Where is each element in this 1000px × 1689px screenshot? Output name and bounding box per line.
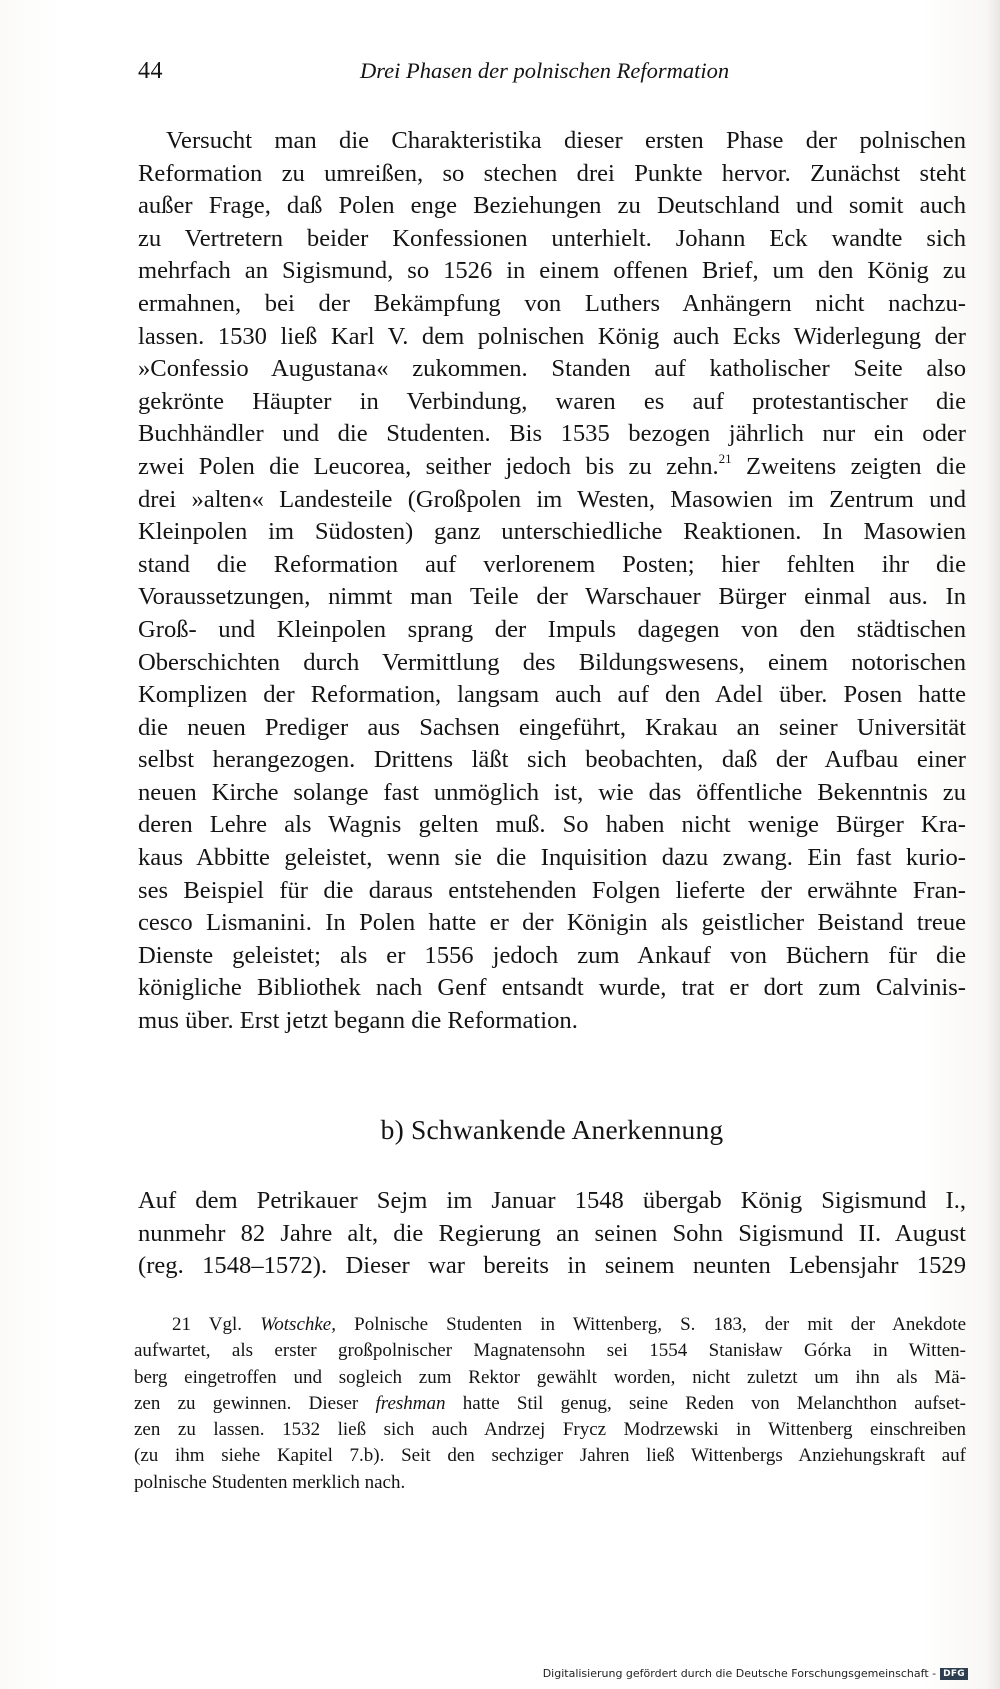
section-heading: b) Schwankende Anerkennung (380, 1114, 724, 1145)
footnote-author: Wotschke, (260, 1314, 336, 1335)
text-line: ermahnen, bei der Bekämpfung von Luthers Anhängern nicht nachzu- (138, 289, 966, 317)
page-number: 44 (138, 58, 163, 84)
page-header (138, 58, 968, 92)
text-line: deren Lehre als Wagnis gelten muß. So haben nicht wenige Bürger Kra- (138, 811, 966, 839)
text-line: Auf dem Petrikauer Sejm im Januar 1548 übergab König Sigismund I., (138, 1187, 966, 1214)
text-line: Buchhändler und die Studenten. Bis 1535 bezogen jährlich nur ein oder (138, 420, 966, 448)
section-paragraph (138, 1185, 966, 1283)
paragraph-main (138, 125, 966, 1038)
text-line: ses Beispiel für die daraus entstehenden Folgen lieferte der erwähnte Fran- (138, 876, 966, 904)
text-line: zu Vertretern beider Konfessionen unterhielt. Johann Eck wandte sich (138, 224, 966, 252)
footnote-line: polnische Studenten merklich nach. (134, 1471, 406, 1493)
text-segment: zwei Polen die Leucorea, seither jedoch bis zu zehn. (138, 452, 719, 480)
text-line: kaus Abbitte geleistet, wenn sie die Inquisition dazu zwang. Ein fast kurio- (138, 844, 966, 872)
footnote-line (134, 1312, 966, 1338)
text-line: Komplizen der Reformation, langsam auch auf den Adel über. Posen hatte (138, 681, 966, 709)
text-line: neuen Kirche solange fast unmöglich ist, wie das öffentliche Bekenntnis zu (138, 778, 966, 806)
footnote-prefix: Vgl. (208, 1314, 243, 1335)
running-title: Drei Phasen der polnischen Reformation (360, 58, 730, 83)
text-line: Versucht man die Charakteristika dieser ersten Phase der polnischen (166, 127, 966, 154)
footnote-line: berg eingetroffen und sogleich zum Rektor gewählt worden, nicht zuletzt um ihn als Mä- (134, 1366, 966, 1388)
text-line: lassen. 1530 ließ Karl V. dem polnischen König auch Ecks Widerlegung der (138, 322, 966, 350)
footnote-line: (zu ihm siehe Kapitel 7.b). Seit den sechziger Jahren ließ Wittenbergs Anziehungskraft auf (134, 1445, 966, 1467)
text-line: stand die Reformation auf verlorenem Posten; hier fehlten ihr die (138, 550, 966, 578)
text-line: Dienste geleistet; als er 1556 jedoch zum Ankauf von Büchern für die (138, 941, 966, 969)
footnote-text: hatte Stil genug, seine Reden von Melanchthon aufset- (462, 1392, 966, 1414)
digitization-credit (543, 1667, 968, 1680)
footnote-emphasis: freshman (375, 1392, 446, 1414)
text-line: nunmehr 82 Jahre alt, die Regierung an seinen Sohn Sigismund II. August (138, 1219, 966, 1247)
footnote-line: aufwartet, als erster großpolnischer Magnatensohn sei 1554 Stanisław Górka in Witten- (134, 1340, 966, 1362)
text-line: Kleinpolen im Südosten) ganz unterschiedliche Reaktionen. In Masowien (138, 518, 966, 546)
text-line: (reg. 1548–1572). Dieser war bereits in seinem neunten Lebensjahr 1529 (138, 1252, 966, 1280)
footnote-reference: 21 (718, 450, 732, 466)
text-line: Oberschichten durch Vermittlung des Bildungswesens, einem notorischen (138, 648, 966, 676)
text-line: gekrönte Häupter in Verbindung, waren es auf protestantischer die (138, 387, 966, 415)
text-line: »Confessio Augustana« zukommen. Standen auf katholischer Seite also (138, 355, 966, 383)
text-line: königliche Bibliothek nach Genf entsandt wurde, trat er dort zum Calvinis- (138, 974, 966, 1002)
dfg-logo: DFG (940, 1668, 968, 1680)
text-line: cesco Lismanini. In Polen hatte er der Königin als geistlicher Beistand treue (138, 909, 966, 937)
text-line: drei »alten« Landesteile (Großpolen im Westen, Masowien im Zentrum und (138, 485, 966, 513)
footnote-line (134, 1391, 966, 1417)
footnote-text: zen zu gewinnen. Dieser (134, 1392, 359, 1414)
text-line: Groß- und Kleinpolen sprang der Impuls dagegen von den städtischen (138, 615, 966, 643)
footnote (134, 1312, 966, 1496)
text-line: außer Frage, daß Polen enge Beziehungen zu Deutschland und somit auch (138, 192, 966, 220)
text-line: Voraussetzungen, nimmt man Teile der Warschauer Bürger einmal aus. In (138, 583, 966, 611)
text-line: mehrfach an Sigismund, so 1526 in einem offenen Brief, um den König zu (138, 257, 966, 285)
text-segment: Zweitens zeigten die (746, 452, 966, 480)
text-line: selbst herangezogen. Drittens läßt sich beobachten, daß der Aufbau einer (138, 746, 966, 774)
credit-text: Digitalisierung gefördert durch die Deutsche Forschungsgemeinschaft - (542, 1667, 937, 1680)
footnote-number: 21 (172, 1314, 191, 1335)
text-line: mus über. Erst jetzt begann die Reformation. (138, 1007, 578, 1035)
text-line: die neuen Prediger aus Sachsen eingeführt, Krakau an seiner Universität (138, 713, 966, 741)
footnote-line: zen zu lassen. 1532 ließ sich auch Andrzej Frycz Modrzewski in Wittenberg einschreiben (134, 1419, 966, 1441)
text-line-with-footnote (138, 451, 966, 484)
page-edge-shadow (986, 0, 1000, 1689)
text-line: Reformation zu umreißen, so stechen drei Punkte hervor. Zunächst steht (138, 159, 966, 187)
footnote-text: Polnische Studenten in Wittenberg, S. 183, der mit der Anekdote (354, 1314, 966, 1335)
